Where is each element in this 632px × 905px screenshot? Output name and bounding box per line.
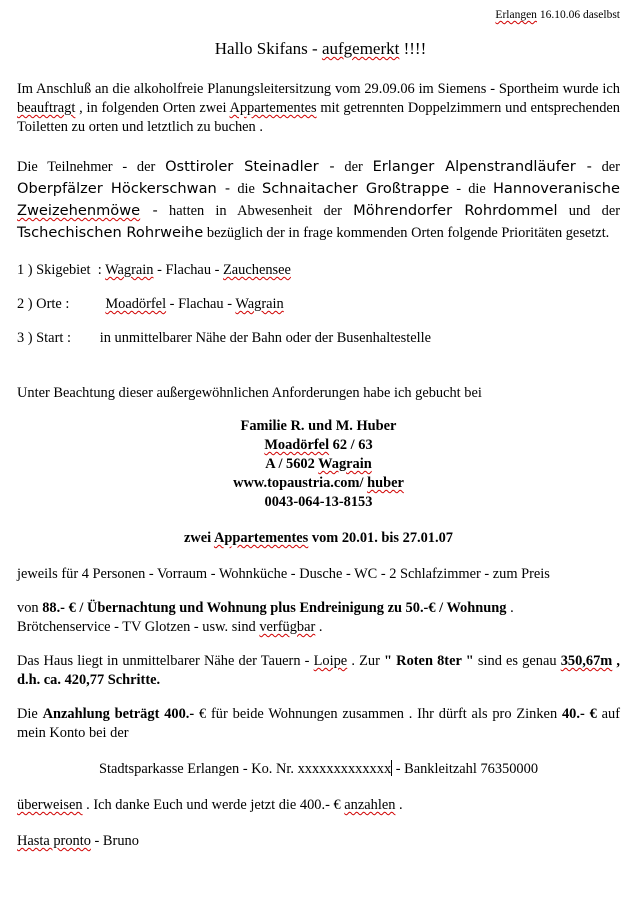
date-text: 16.10.06 daselbst [536, 9, 620, 21]
intro-paragraph: Im Anschluß an die alkoholfreie Planungsleitersitzung vom 29.09.06 im Siemens - Sportheim wurde ich beauftragt , in folgenden Orten zwei Appartementes mit getrennten Doppelzimmern und entsprechenden Toiletten zu orten und letztlich zu buchen . [17, 81, 620, 135]
apartment-details: jeweils für 4 Personen - Vorraum - Wohnküche - Dusche - WC - 2 Schlafzimmer - zum Preis [17, 566, 550, 582]
bank-details: Stadtsparkasse Erlangen - Ko. Nr. xxxxxxxxxxxxx - Bankleitzahl 76350000 [98, 761, 539, 777]
services-line: Brötchenservice - TV Glotzen - usw. sind verfügbar . [17, 619, 323, 635]
street: Moadörfel 62 / 63 [264, 437, 373, 453]
priority-item: 3 ) Start : in unmittelbarer Nähe der Bahn oder der Busenhaltestelle [17, 330, 432, 346]
website: www.topaustria.com/ huber [233, 475, 404, 491]
transfer-line: überweisen . Ich danke Euch und werde jetzt die 400.- € anzahlen . [17, 797, 403, 813]
signoff: Hasta pronto - Bruno [17, 833, 139, 849]
address-block [17, 417, 620, 512]
town: A / 5602 Wagrain [265, 456, 372, 472]
apartment-booking: zwei Appartementes vom 20.01. bis 27.01.07 [183, 530, 453, 546]
title-emphasis: aufgemerkt [321, 39, 400, 58]
priority-item: 1 ) Skigebiet : Wagrain - Flachau - Zauchensee [17, 262, 291, 278]
price-line: von 88.- € / Übernachtung und Wohnung plus Endreinigung zu 50.-€ / Wohnung . [17, 600, 514, 616]
page-title: Hallo Skifans - aufgemerkt !!!! [214, 39, 427, 58]
participants-paragraph: Die Teilnehmer - der Osttiroler Steinadler - der Erlanger Alpenstrandläufer - der Oberpfälzer Höckerschwan - die Schnaitacher Großtrappe - die Hannoveranische Zweizehenmöwe - hatten in Abwesenheit der Möhrendorfer Rohrdommel und der Tschechischen Rohrweihe bezüglich der in frage kommenden Orten folgende Prioritäten gesetzt. [17, 158, 620, 241]
location-paragraph: Das Haus liegt in unmittelbarer Nähe der Tauern - Loipe . Zur " Roten 8ter " sind es genau 350,67m , d.h. ca. 420,77 Schritte. [17, 653, 621, 688]
phone: 0043-064-13-8153 [264, 494, 373, 510]
host-name: Familie R. und M. Huber [240, 418, 397, 434]
deposit-paragraph: Die Anzahlung beträgt 400.- € für beide Wohnungen zusammen . Ihr dürft als pro Zinken 40.- € auf mein Konto bei der [17, 706, 620, 741]
booking-intro: Unter Beachtung dieser außergewöhnlichen Anforderungen habe ich gebucht bei [17, 385, 482, 401]
account-number: xxxxxxxxxxxxx [297, 761, 392, 777]
priority-item: 2 ) Orte : Moadörfel - Flachau - Wagrain [17, 296, 284, 312]
date-line [17, 8, 620, 22]
city: Erlangen [495, 9, 537, 21]
